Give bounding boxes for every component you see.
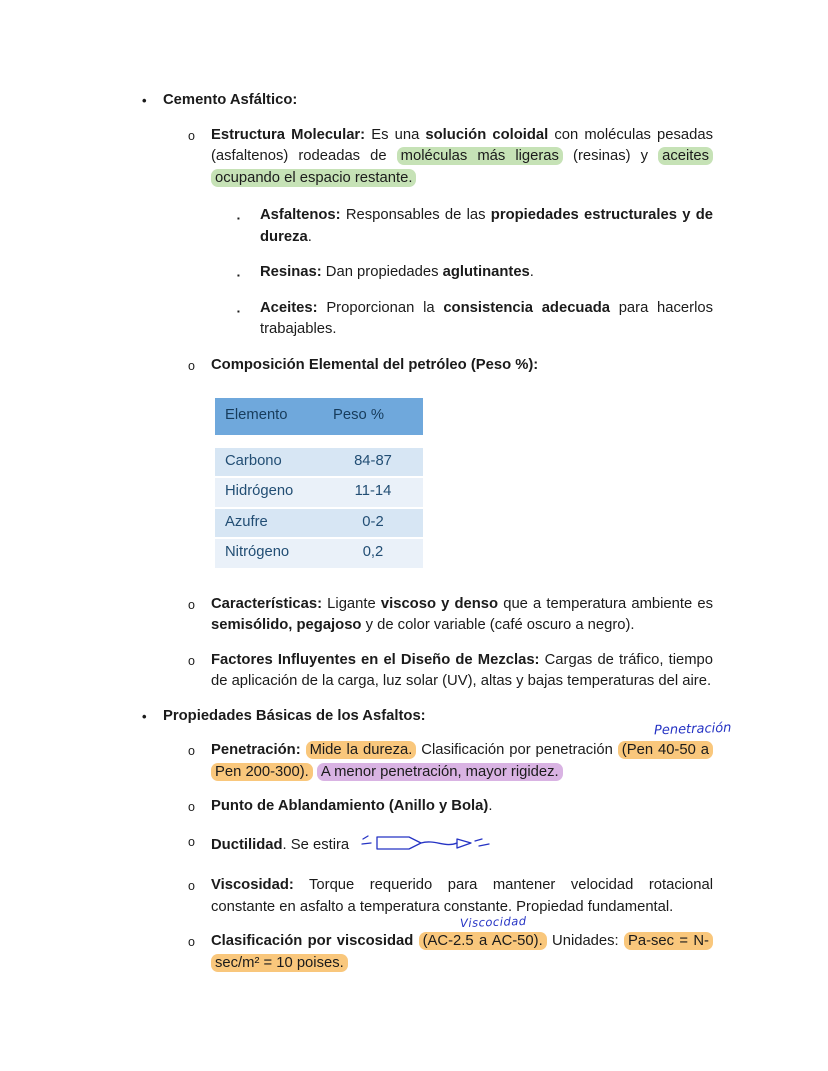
bullet-icon: o	[188, 597, 195, 612]
bullet-icon: o	[188, 128, 195, 143]
composition-table	[215, 396, 423, 570]
run-text: Torque requerido para mantener velocidad rotacional constante en asfalto a temperatura constante. Propiedad fundamental.	[211, 877, 713, 915]
run-bold: solución coloidal	[425, 126, 549, 143]
paragraph-penetracion	[140, 720, 732, 783]
run-text: Responsables de las	[340, 207, 491, 223]
cell-peso: 11-14	[323, 478, 423, 507]
run-label: Penetración:	[211, 742, 301, 758]
handwritten-annotation-viscosidad: Viscocidad	[459, 913, 527, 931]
document-content	[140, 90, 732, 987]
highlighted-text-purple: A menor penetración, mayor rigidez.	[317, 763, 563, 781]
bullet-icon: o	[188, 935, 195, 949]
cell-peso: 0-2	[323, 509, 423, 538]
paragraph-ductilidad	[140, 831, 713, 863]
run-text: Cargas de tráfico, tiempo de aplicación de la carga, luz solar (UV), altas y bajas temperaturas del aire.	[211, 651, 713, 689]
section-title-propiedades: Propiedades Básicas de los Asfaltos:	[163, 707, 426, 724]
run-label: Estructura Molecular:	[211, 126, 366, 143]
run-label: Clasificación por viscosidad	[211, 933, 414, 949]
table-row	[215, 448, 423, 477]
run-label: Viscosidad:	[211, 877, 294, 893]
cell-elemento: Nitrógeno	[215, 539, 323, 568]
run-text: .	[529, 264, 534, 280]
bullet-icon: ▪	[237, 214, 240, 223]
run-text: Unidades:	[546, 933, 624, 949]
highlighted-text-green: aceites ocupando el espacio restante.	[211, 147, 713, 187]
run-text: Proporcionan la	[317, 299, 444, 316]
run-text	[301, 742, 306, 758]
cell-peso: 0,2	[323, 539, 423, 568]
bullet-icon: o	[188, 358, 195, 373]
table-row	[215, 478, 423, 507]
table-row	[215, 539, 423, 568]
paragraph-ablandamiento	[140, 796, 713, 818]
bullet-icon: ▪	[237, 306, 240, 316]
run-text: para hacerlos trabajables.	[260, 299, 713, 337]
run-text: Clasificación por penetración	[416, 742, 618, 758]
run-text: Es una	[365, 126, 426, 143]
paragraph-aceites	[140, 298, 713, 341]
bullet-icon: •	[142, 708, 147, 724]
bullet-icon: o	[188, 653, 195, 668]
run-text: con moléculas pesadas (asfaltenos) rodeadas de	[211, 126, 714, 164]
run-bold: viscoso y denso	[380, 595, 499, 612]
run-bold: consistencia adecuada	[443, 299, 610, 316]
paragraph-factores	[140, 650, 713, 693]
table-row	[215, 509, 423, 538]
paragraph-composicion-title	[140, 355, 713, 377]
run-label: Composición Elemental del petróleo (Peso %):	[211, 356, 539, 373]
run-text	[413, 933, 418, 949]
run-label: Ductilidad	[211, 836, 283, 853]
run-text: .	[488, 798, 493, 814]
table-header-elemento: Elemento	[215, 398, 323, 446]
run-label: Resinas:	[260, 264, 322, 280]
bullet-icon: o	[188, 800, 195, 814]
table-header-row	[215, 398, 423, 446]
run-label: Asfaltenos:	[260, 207, 341, 223]
paragraph-viscosidad	[140, 875, 713, 918]
run-label: Aceites:	[260, 299, 318, 316]
run-label: Factores Influyentes en el Diseño de Mezclas:	[211, 651, 540, 668]
ductility-stretch-sketch-icon	[359, 831, 495, 863]
run-bold: aglutinantes	[442, 264, 530, 280]
highlighted-text-green: moléculas más ligeras	[397, 147, 563, 165]
run-text: que a temperatura ambiente es	[498, 595, 713, 612]
bullet-icon: •	[142, 93, 147, 108]
cell-elemento: Hidrógeno	[215, 478, 323, 507]
run-text: . Se estira	[282, 836, 354, 853]
run-text: Dan propiedades	[321, 264, 443, 280]
paragraph-resinas	[140, 262, 713, 284]
handwritten-annotation-penetracion: Penetración	[653, 720, 732, 739]
paragraph-clasificacion	[140, 913, 713, 974]
run-text: y de color variable (café oscuro a negro).	[361, 617, 635, 633]
cell-elemento: Carbono	[215, 448, 323, 477]
paragraph-caracteristicas	[140, 594, 713, 637]
run-label: Características:	[211, 595, 323, 612]
run-bold: semisólido, pegajoso	[211, 617, 362, 633]
paragraph-asfaltenos	[140, 205, 713, 248]
bullet-icon: o	[188, 834, 195, 849]
highlighted-text-orange: Pa-sec = N-sec/m² = 10 poises.	[211, 932, 713, 972]
cell-peso: 84-87	[323, 448, 423, 477]
paragraph-estructura-molecular	[140, 125, 713, 190]
highlighted-text-orange: (Pen 40-50 a Pen 200-300).	[211, 741, 713, 781]
table-header-peso: Peso %	[323, 398, 423, 446]
run-text: (resinas) y	[562, 148, 659, 164]
highlighted-text-orange: Mide la dureza.	[306, 741, 417, 759]
run-label: Punto de Ablandamiento (Anillo y Bola)	[211, 798, 489, 814]
run-text: Ligante	[322, 595, 381, 612]
bullet-icon: ▪	[237, 271, 240, 280]
run-bold: propiedades estructurales y de dureza	[260, 207, 714, 245]
run-text: .	[307, 228, 312, 245]
bullet-propiedades-basicas	[140, 706, 713, 728]
bullet-cemento-asfaltico	[140, 90, 713, 112]
bullet-icon: o	[188, 879, 195, 893]
section-title-cemento: Cemento Asfáltico:	[163, 92, 298, 108]
bullet-icon: o	[188, 744, 195, 758]
cell-elemento: Azufre	[215, 509, 323, 538]
highlighted-text-orange: (AC-2.5 a AC-50).	[419, 932, 547, 950]
